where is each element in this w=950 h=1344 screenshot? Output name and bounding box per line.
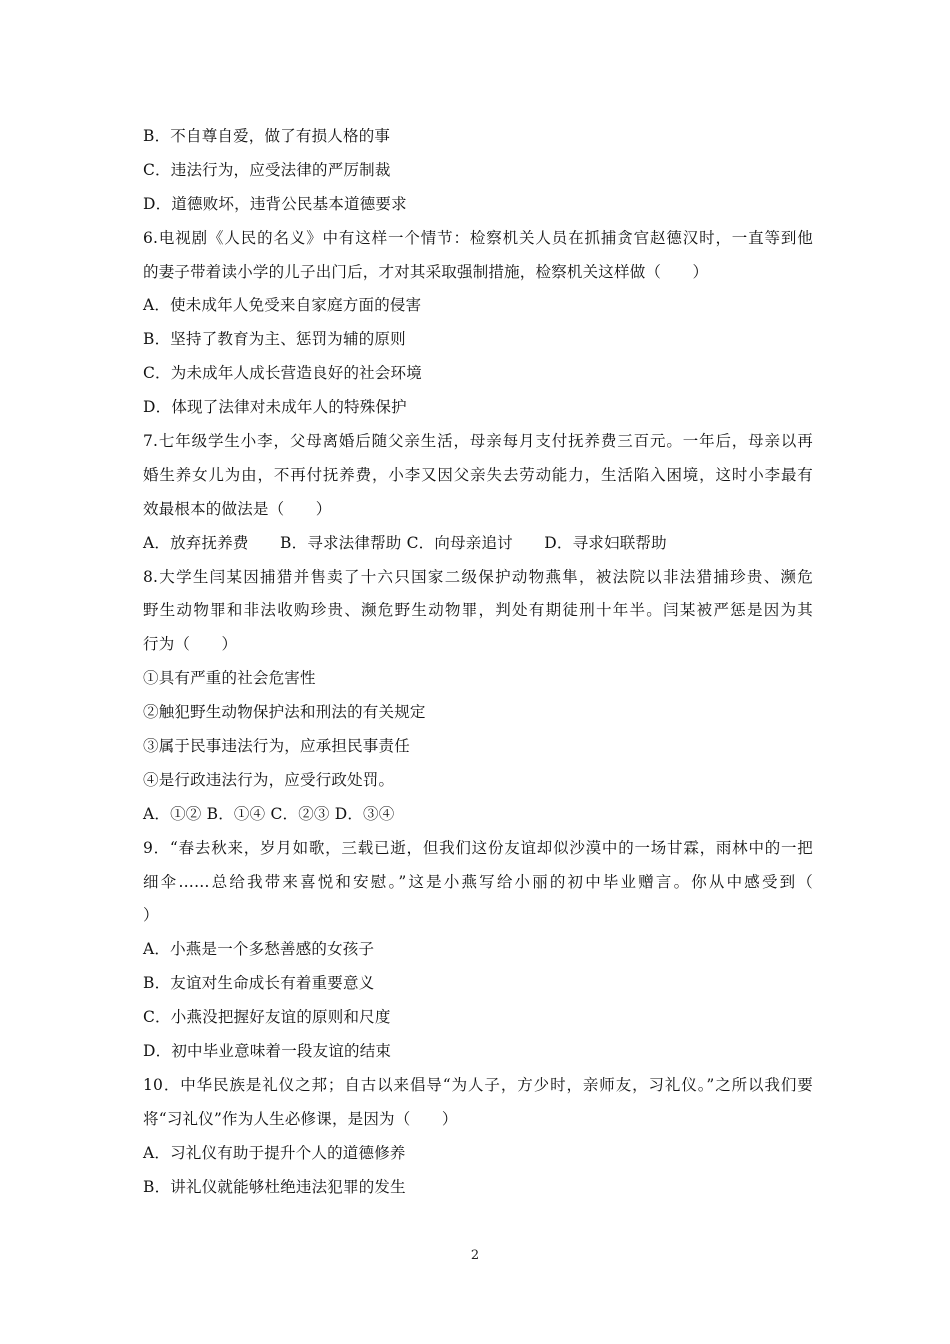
question-8-statement-3: ③属于民事违法行为，应承担民事责任 (143, 737, 410, 756)
question-6-stem-line-1: 6.电视剧《人民的名义》中有这样一个情节：检察机关人员在抓捕贪官赵德汉时，一直等到他 (143, 228, 813, 247)
question-10-stem-line-2: 将“习礼仪”作为人生必修课，是因为（ ） (143, 1109, 458, 1128)
question-9-stem-line-2: 细伞……总给我带来喜悦和安慰。”这是小燕写给小丽的初中毕业赠言。你从中感受到（ (143, 872, 813, 891)
question-9-stem-line-1: 9．“春去秋来，岁月如歌，三载已逝，但我们这份友谊却似沙漠中的一场甘霖，雨林中的一把 (143, 838, 813, 857)
question-6-option-a: A．使未成年人免受来自家庭方面的侵害 (143, 296, 422, 315)
question-7-stem-line-3: 效最根本的做法是（ ） (143, 499, 332, 518)
question-7-stem-line-2: 婚生养女儿为由，不再付抚养费，小李又因父亲失去劳动能力，生活陷入困境，这时小李最有 (143, 465, 813, 484)
question-8-stem-line-3: 行为（ ） (143, 635, 238, 654)
question-10-option-b: B．讲礼仪就能够杜绝违法犯罪的发生 (143, 1177, 406, 1196)
question-9-option-a: A．小燕是一个多愁善感的女孩子 (143, 940, 375, 959)
text-line-option-c-q5: C．违法行为，应受法律的严厉制裁 (143, 160, 391, 179)
question-6-option-c: C．为未成年人成长营造良好的社会环境 (143, 364, 422, 383)
question-9-option-c: C．小燕没把握好友谊的原则和尺度 (143, 1008, 391, 1027)
question-7-stem-line-1: 7.七年级学生小李，父母离婚后随父亲生活，母亲每月支付抚养费三百元。一年后，母亲以再 (143, 432, 813, 451)
page-number: 2 (470, 1248, 480, 1263)
question-9-option-b: B．友谊对生命成长有着重要意义 (143, 974, 375, 993)
question-10-stem-line-1: 10．中华民族是礼仪之邦；自古以来倡导“为人子，方少时，亲师友，习礼仪。”之所以我们要 (143, 1075, 813, 1094)
question-8-statement-1: ①具有严重的社会危害性 (143, 669, 316, 688)
question-9-option-d: D．初中毕业意味着一段友谊的结束 (143, 1042, 392, 1061)
question-9-stem-line-3: ） (143, 906, 159, 925)
question-8-options: A．①② B．①④ C．②③ D．③④ (143, 804, 395, 823)
question-8-statement-2: ②触犯野生动物保护法和刑法的有关规定 (143, 703, 426, 722)
question-6-stem-line-2: 的妻子带着读小学的儿子出门后，才对其采取强制措施，检察机关这样做（ ） (143, 262, 709, 281)
text-line-option-b-q5: B．不自尊自爱，做了有损人格的事 (143, 127, 391, 145)
text-line-option-d-q5: D．道德败坏，违背公民基本道德要求 (143, 194, 407, 213)
question-10-option-a: A．习礼仪有助于提升个人的道德修养 (143, 1143, 406, 1162)
question-6-option-d: D．体现了法律对未成年人的特殊保护 (143, 398, 407, 417)
question-8-statement-4: ④是行政违法行为，应受行政处罚。 (143, 770, 395, 789)
question-8-stem-line-2: 野生动物罪和非法收购珍贵、濒危野生动物罪，判处有期徒刑十年半。闫某被严惩是因为其 (143, 601, 813, 620)
question-8-stem-line-1: 8.大学生闫某因捕猎并售卖了十六只国家二级保护动物燕隼，被法院以非法猎捕珍贵、濒危 (143, 567, 813, 586)
question-7-options: A．放弃抚养费 B．寻求法律帮助 C．向母亲追讨 D．寻求妇联帮助 (143, 533, 667, 552)
question-6-option-b: B．坚持了教育为主、惩罚为辅的原则 (143, 330, 406, 349)
document-body (143, 120, 813, 1205)
